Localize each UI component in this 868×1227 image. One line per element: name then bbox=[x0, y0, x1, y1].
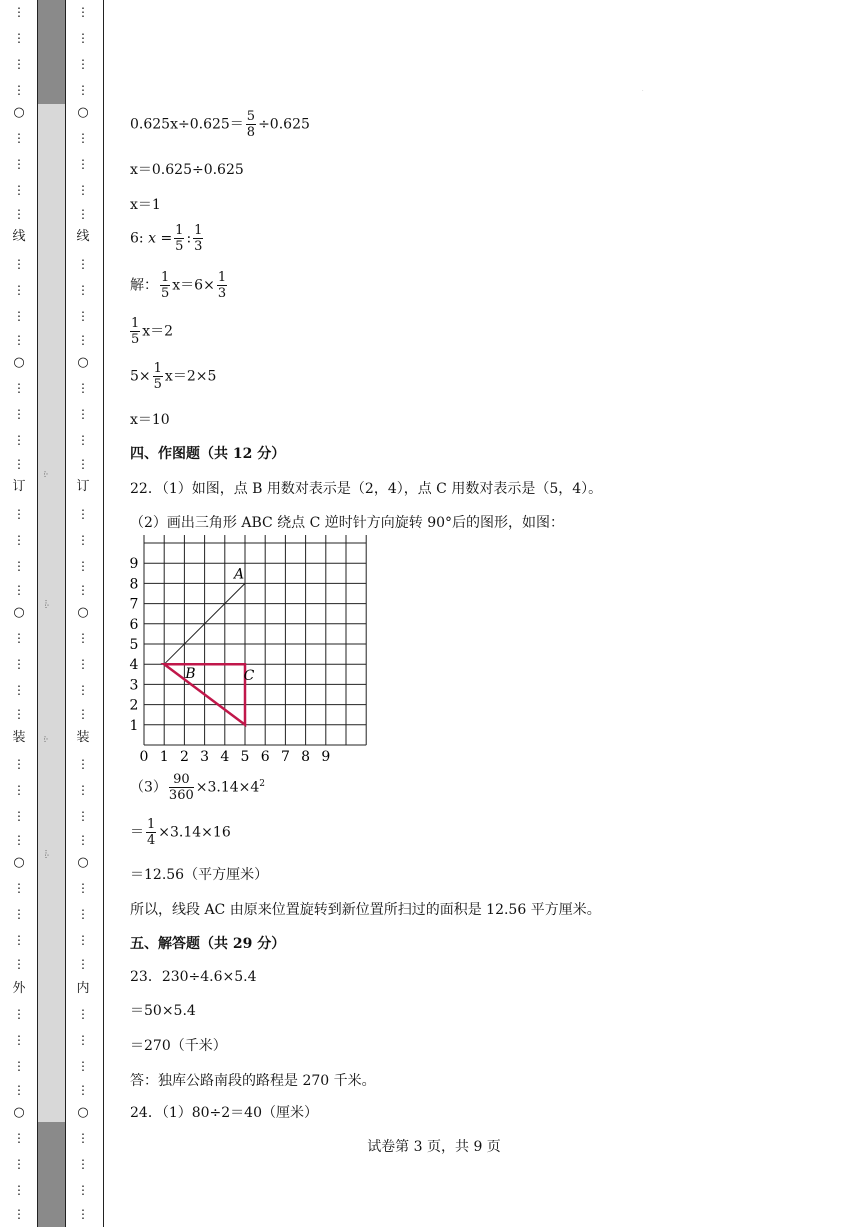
margin-mark-xian: 线 bbox=[12, 229, 26, 244]
corner-mark: · bbox=[642, 88, 644, 94]
y-tick-label: 2 bbox=[129, 697, 139, 714]
question-22-part-3: （3） $\frac{90}{360}$ $\times 3.14\times 4^2$ bbox=[130, 772, 266, 803]
point-label-b: B bbox=[185, 666, 196, 683]
page-border bbox=[103, 0, 104, 1227]
x-tick-label: 5 bbox=[240, 749, 250, 765]
answer-23: 答：独库公路南段的路程是 270 千米。 bbox=[130, 1073, 376, 1089]
margin-info-label: ·:·· bbox=[42, 599, 51, 609]
point-label-a: A bbox=[233, 566, 245, 583]
margin-mark-xian: 线 bbox=[76, 229, 90, 244]
equation-line-12: ＝50×5.4 bbox=[130, 1003, 196, 1019]
question-23: 23．230÷4.6×5.4 bbox=[130, 969, 257, 985]
section-heading-drawing: 四、作图题（共 12 分） bbox=[130, 446, 286, 462]
fraction: $\frac{5}{8}$ bbox=[246, 109, 256, 140]
fraction: $\frac{1}{3}$ bbox=[194, 223, 203, 254]
equation-line-4: 6: x = $\frac{1}{5}$ : $\frac{1}{3}$ bbox=[130, 223, 203, 254]
question-24: 24．（1）80÷2＝40（厘米） bbox=[130, 1105, 318, 1121]
question-22-part-2: （2）画出三角形 ABC 绕点 C 逆时针方向旋转 90°后的图形，如图： bbox=[130, 515, 565, 531]
equation-line-8: x＝10 bbox=[130, 412, 170, 428]
fraction: $\frac{1}{5}$ bbox=[175, 223, 184, 254]
margin-mark-nei: 内 bbox=[76, 981, 90, 996]
x-tick-label: 8 bbox=[301, 749, 311, 765]
x-tick-label: 6 bbox=[260, 749, 270, 765]
margin-mark-zhuang: 装 bbox=[76, 730, 90, 745]
margin-mark-zhuang: 装 bbox=[12, 730, 26, 745]
x-tick-label: 4 bbox=[220, 749, 230, 765]
margin-mark-wai: 外 bbox=[12, 981, 26, 996]
margin-info-label: ·:·· bbox=[42, 849, 51, 859]
y-tick-label: 5 bbox=[129, 637, 139, 653]
outer-cut-line: ⋮ ⋮ ⋮ ⋮ ○ ⋮ ⋮ ⋮ ⋮ 线 ⋮ ⋮ ⋮ ⋮ ○ ⋮ ⋮ ⋮ ⋮ 订 ⋮ ⋮ ⋮ ⋮ ○ ⋮ ⋮ ⋮ ⋮ 装 ⋮ ⋮ ⋮ ⋮ ○ ⋮ ⋮ ⋮ ⋮ 外 ⋮ ⋮ ⋮ ⋮ ○ ⋮ ⋮ ⋮ ⋮ bbox=[12, 5, 26, 1221]
x-tick-label: 3 bbox=[200, 749, 210, 765]
x-tick-label: 9 bbox=[321, 749, 331, 765]
y-tick-label: 7 bbox=[129, 596, 139, 613]
coordinate-grid-figure bbox=[120, 535, 380, 770]
margin-info-label: ·:· bbox=[41, 470, 50, 478]
section-heading-answers: 五、解答题（共 29 分） bbox=[130, 936, 286, 952]
point-label-c: C bbox=[243, 668, 255, 685]
margin-shade-top bbox=[38, 0, 65, 104]
y-tick-label: 9 bbox=[129, 556, 139, 573]
fraction: $\frac{1}{4}$ bbox=[147, 817, 156, 848]
margin-info-label: ·:· bbox=[41, 735, 50, 743]
equation-line-13: ＝270（千米） bbox=[130, 1038, 227, 1054]
x-tick-label: 7 bbox=[280, 749, 290, 765]
conclusion-22: 所以，线段 AC 由原来位置旋转到新位置所扫过的面积是 12.56 平方厘米。 bbox=[130, 902, 601, 918]
equation-line-3: x＝1 bbox=[130, 197, 161, 213]
equation-line-9: ＝ $\frac{1}{4}$ ×3.14×16 bbox=[130, 817, 231, 848]
margin-border-right bbox=[65, 0, 66, 1227]
equation-line-10: ＝12.56（平方厘米） bbox=[130, 867, 269, 883]
equation-line-7: 5× $\frac{1}{5}$ x＝2×5 bbox=[130, 361, 217, 392]
page-footer: 试卷第 3 页，共 9 页 bbox=[367, 1139, 501, 1155]
fraction: $\frac{1}{3}$ bbox=[217, 270, 227, 301]
inner-cut-line: ⋮ ⋮ ⋮ ⋮ ○ ⋮ ⋮ ⋮ ⋮ 线 ⋮ ⋮ ⋮ ⋮ ○ ⋮ ⋮ ⋮ ⋮ 订 ⋮ ⋮ ⋮ ⋮ ○ ⋮ ⋮ ⋮ ⋮ 装 ⋮ ⋮ ⋮ ⋮ ○ ⋮ ⋮ ⋮ ⋮ 内 ⋮ ⋮ ⋮ ⋮ ○ ⋮ ⋮ ⋮ ⋮ bbox=[76, 5, 90, 1221]
y-tick-label: 3 bbox=[129, 677, 139, 694]
margin-mark-ding: 订 bbox=[76, 479, 90, 494]
margin-mark-ding: 订 bbox=[12, 479, 26, 494]
equation-line-6: $\frac{1}{5}$ x＝2 bbox=[131, 316, 174, 347]
question-22-part-1: 22．（1）如图，点 B 用数对表示是（2，4），点 C 用数对表示是（5，4）。 bbox=[130, 481, 603, 497]
x-tick-label: 2 bbox=[179, 749, 189, 765]
fraction: $\frac{1}{5}$ bbox=[153, 361, 162, 392]
x-tick-label: 0 bbox=[139, 749, 149, 765]
fraction: $\frac{90}{360}$ bbox=[168, 772, 194, 803]
equation-line-1: 0.625x÷0.625＝ $\frac{5}{8}$ ÷0.625 bbox=[130, 109, 310, 140]
x-tick-label: 1 bbox=[159, 749, 169, 765]
equation-line-2: x＝0.625÷0.625 bbox=[130, 162, 244, 178]
y-tick-label: 8 bbox=[129, 576, 139, 593]
margin-info-strip bbox=[38, 104, 65, 1122]
equation-line-5: 解： $\frac{1}{5}$ x＝6× $\frac{1}{3}$ bbox=[130, 270, 227, 301]
fraction: $\frac{1}{5}$ bbox=[131, 316, 140, 347]
y-tick-label: 4 bbox=[129, 657, 139, 674]
y-tick-label: 6 bbox=[129, 616, 139, 633]
fraction: $\frac{1}{5}$ bbox=[161, 270, 170, 301]
y-tick-label: 1 bbox=[129, 717, 139, 734]
binding-margin bbox=[0, 0, 104, 1227]
